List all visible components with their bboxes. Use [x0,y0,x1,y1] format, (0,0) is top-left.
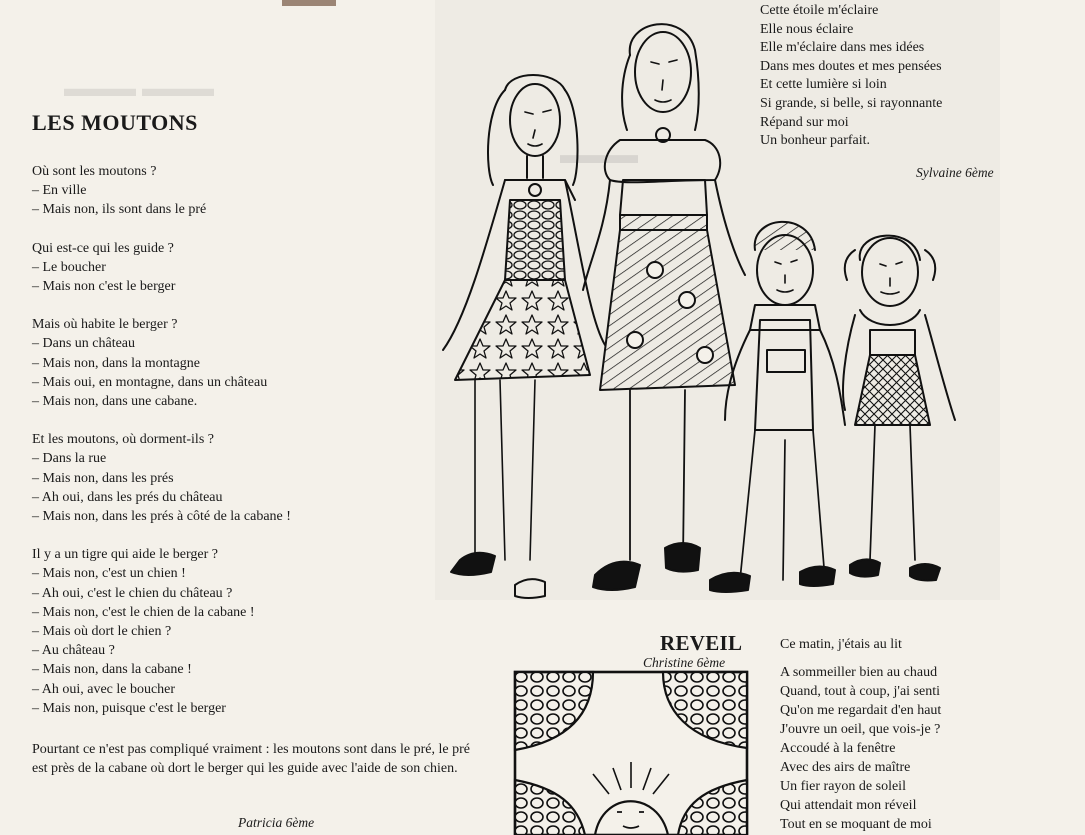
poem-line: – Ah oui, dans les prés du château [32,489,223,505]
stanza [32,430,472,526]
girl-figure-2 [583,24,745,590]
stanza [32,239,472,297]
poem-line: Qu'on me regardait d'en haut [780,703,942,718]
poem-line: J'ouvre un oeil, que vois-je ? [780,722,941,737]
poem-prose: Pourtant ce n'est pas compliqué vraiment : les moutons sont dans le pré, le pré est près de la cabane où dort le berger qui les guide avec l'aide de son chien. [32,742,470,776]
window-sun-drawing [513,670,749,835]
poem-line: Et cette lumière si loin [760,77,887,93]
poem-line: – Le boucher [32,259,106,275]
poem-line: Cette étoile m'éclaire [760,3,879,18]
poem-line: Qui attendait mon réveil [780,798,917,813]
poem-line: Elle nous éclaire [760,21,854,37]
poem-title-moutons: LES MOUTONS [32,110,198,135]
poem-line: Si grande, si belle, si rayonnante [760,95,943,111]
binding-mark [282,0,336,6]
poem-line: – Ah oui, c'est le chien du château ? [32,585,233,601]
poem-line: – Ah oui, avec le boucher [32,681,176,697]
poem-line: Avec des airs de maître [780,760,911,775]
poem-line: – Mais non, c'est un chien ! [32,566,186,582]
poem-line: – Dans la rue [32,451,107,467]
poem-line: Un fier rayon de soleil [780,779,906,794]
poem-line: – Au château ? [32,643,115,659]
stanza [32,545,472,718]
poem-line: – Mais non, puisque c'est le berger [32,700,226,716]
poem-line: Dans mes doutes et mes pensées [760,58,942,74]
poem-title-reveil: REVEIL [660,631,743,655]
author-signature: Sylvaine 6ème [916,165,994,180]
poem-line: Répand sur moi [760,114,849,130]
show-through-text: ▬▬▬ ▬▬▬ [64,76,214,102]
stanza [32,162,472,220]
poem-line: Mais où habite le berger ? [32,317,178,333]
author-signature: Christine 6ème [643,655,726,670]
poem-line: Accoudé à la fenêtre [780,741,896,756]
poem-line: – Mais non, dans une cabane. [32,394,198,410]
poem-line: Qui est-ce qui les guide ? [32,240,174,256]
poem-reveil [780,635,1080,834]
four-girls-drawing [415,0,1015,620]
poem-line: – Mais non, dans la cabane ! [32,662,192,678]
girl-figure-1 [443,75,605,598]
stanza [32,315,472,411]
poem-line: Elle m'éclaire dans mes idées [760,40,925,56]
poem-line: – Mais non, dans les prés à côté de la cabane ! [32,509,291,525]
poem-line: Un bonheur parfait. [760,133,871,149]
show-through-text: ▬▬▬ [560,140,638,169]
poem-line: – Mais où dort le chien ? [32,624,172,640]
poem-line: – Mais non, dans la montagne [32,355,200,371]
poem-line: – Dans un château [32,336,136,352]
poem-line: A sommeiller bien au chaud [780,665,938,680]
girl-figure-4 [843,236,955,581]
poem-line: – Mais non, ils sont dans le pré [32,202,207,218]
girl-figure-3 [710,222,845,592]
poem-line: – Mais oui, en montagne, dans un château [32,374,268,390]
poem-line: Où sont les moutons ? [32,164,157,179]
poem-line: Quand, tout à coup, j'ai senti [780,684,940,699]
poem-line: Et les moutons, où dorment-ils ? [32,432,214,448]
poem-line: Ce matin, j'étais au lit [780,637,902,652]
poem-line: – En ville [32,183,87,199]
poem-line: – Mais non c'est le berger [32,279,176,295]
author-signature: Patricia 6ème [238,815,315,830]
poem-line: – Mais non, c'est le chien de la cabane ! [32,604,255,620]
poem-moutons [32,162,472,737]
poem-line: Tout en se moquant de moi [780,817,932,832]
poem-line: Il y a un tigre qui aide le berger ? [32,547,218,563]
poem-line: – Mais non, dans les prés [32,470,174,486]
